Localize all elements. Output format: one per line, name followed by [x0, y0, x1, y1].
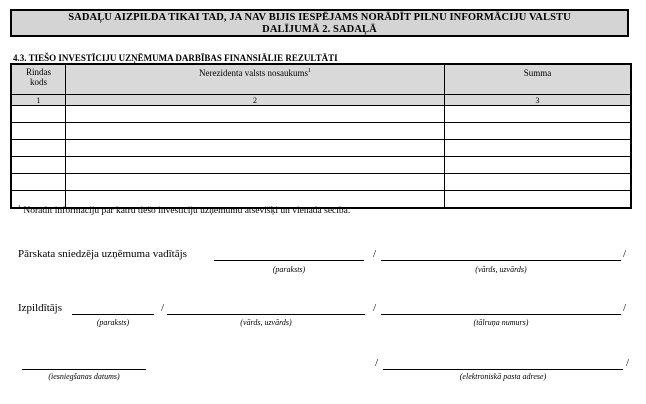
separator-slash: / — [623, 302, 627, 314]
header-row-code-line1: Rindas — [25, 67, 51, 77]
header-amount: Summa — [445, 64, 632, 95]
amount-cell[interactable] — [445, 106, 632, 123]
row-code-cell[interactable] — [11, 106, 66, 123]
amount-cell[interactable] — [445, 140, 632, 157]
row-code-cell[interactable] — [11, 140, 66, 157]
table-row — [11, 106, 631, 123]
separator-slash: / — [375, 357, 379, 369]
email-caption: (elektroniskā pasta adrese) — [459, 372, 547, 381]
head-signature-caption: (paraksts) — [272, 265, 306, 274]
header-row-code — [11, 64, 66, 95]
executor-name-caption: (vārds, uzvārds) — [240, 318, 292, 327]
footnote-marker: 1 — [18, 204, 21, 211]
table-row — [11, 174, 631, 191]
head-name-line[interactable] — [381, 260, 621, 261]
column-number: 3 — [445, 95, 632, 106]
email-line[interactable] — [383, 369, 623, 370]
separator-slash: / — [161, 302, 165, 314]
country-name-cell[interactable] — [66, 106, 445, 123]
table-header-row — [11, 64, 631, 95]
separator-slash: / — [626, 357, 630, 369]
table-row — [11, 123, 631, 140]
executor-signature-caption: (paraksts) — [96, 318, 130, 327]
banner-line-1: SADAĻU AIZPILDA TIKAI TAD, JA NAV BIJIS IESPĒJAMS NORĀDĪT PILNU INFORMĀCIJU VALSTU — [68, 12, 571, 23]
executor-signature-line[interactable] — [72, 314, 154, 315]
banner-line-2: DALĪJUMĀ 2. SADAĻĀ — [262, 24, 377, 35]
submission-date-caption: (iesniegšanas datums) — [48, 372, 120, 381]
country-name-cell[interactable] — [66, 140, 445, 157]
header-country-name — [66, 64, 445, 95]
country-name-cell[interactable] — [66, 157, 445, 174]
row-code-cell[interactable] — [11, 174, 66, 191]
executor-phone-caption: (tālruņa numurs) — [473, 318, 529, 327]
separator-slash: / — [623, 248, 627, 260]
amount-cell[interactable] — [445, 157, 632, 174]
submission-date-line[interactable] — [22, 369, 146, 370]
amount-cell[interactable] — [445, 174, 632, 191]
executor-phone-line[interactable] — [381, 314, 621, 315]
instruction-banner — [10, 9, 629, 37]
header-row-code-line2: kods — [29, 77, 47, 87]
footnote-text: Norādīt informāciju par katru tiešo investīciju uzņēmumu atsevišķi un vienādā secībā. — [23, 206, 351, 216]
footnote-ref: 1 — [307, 68, 311, 74]
amount-cell[interactable] — [445, 191, 632, 209]
head-name-caption: (vārds, uzvārds) — [475, 265, 527, 274]
executor-name-line[interactable] — [167, 314, 365, 315]
head-signature-line[interactable] — [214, 260, 364, 261]
table-row — [11, 140, 631, 157]
column-number: 2 — [66, 95, 445, 106]
amount-cell[interactable] — [445, 123, 632, 140]
separator-slash: / — [373, 248, 377, 260]
row-code-cell[interactable] — [11, 157, 66, 174]
header-country-name-text: Nerezidenta valsts nosaukums — [199, 68, 308, 78]
column-number-row — [11, 95, 631, 106]
executor-label: Izpildītājs — [18, 302, 62, 314]
section-title: 4.3. TIEŠO INVESTĪCIJU UZŅĒMUMA DARBĪBAS FINANSIĀLIE REZULTĀTI — [13, 53, 338, 63]
row-code-cell[interactable] — [11, 123, 66, 140]
separator-slash: / — [373, 302, 377, 314]
head-label: Pārskata sniedzēja uzņēmuma vadītājs — [18, 248, 187, 260]
results-table — [10, 63, 632, 209]
country-name-cell[interactable] — [66, 123, 445, 140]
table-row — [11, 157, 631, 174]
column-number: 1 — [11, 95, 66, 106]
footnote — [18, 206, 350, 216]
country-name-cell[interactable] — [66, 174, 445, 191]
